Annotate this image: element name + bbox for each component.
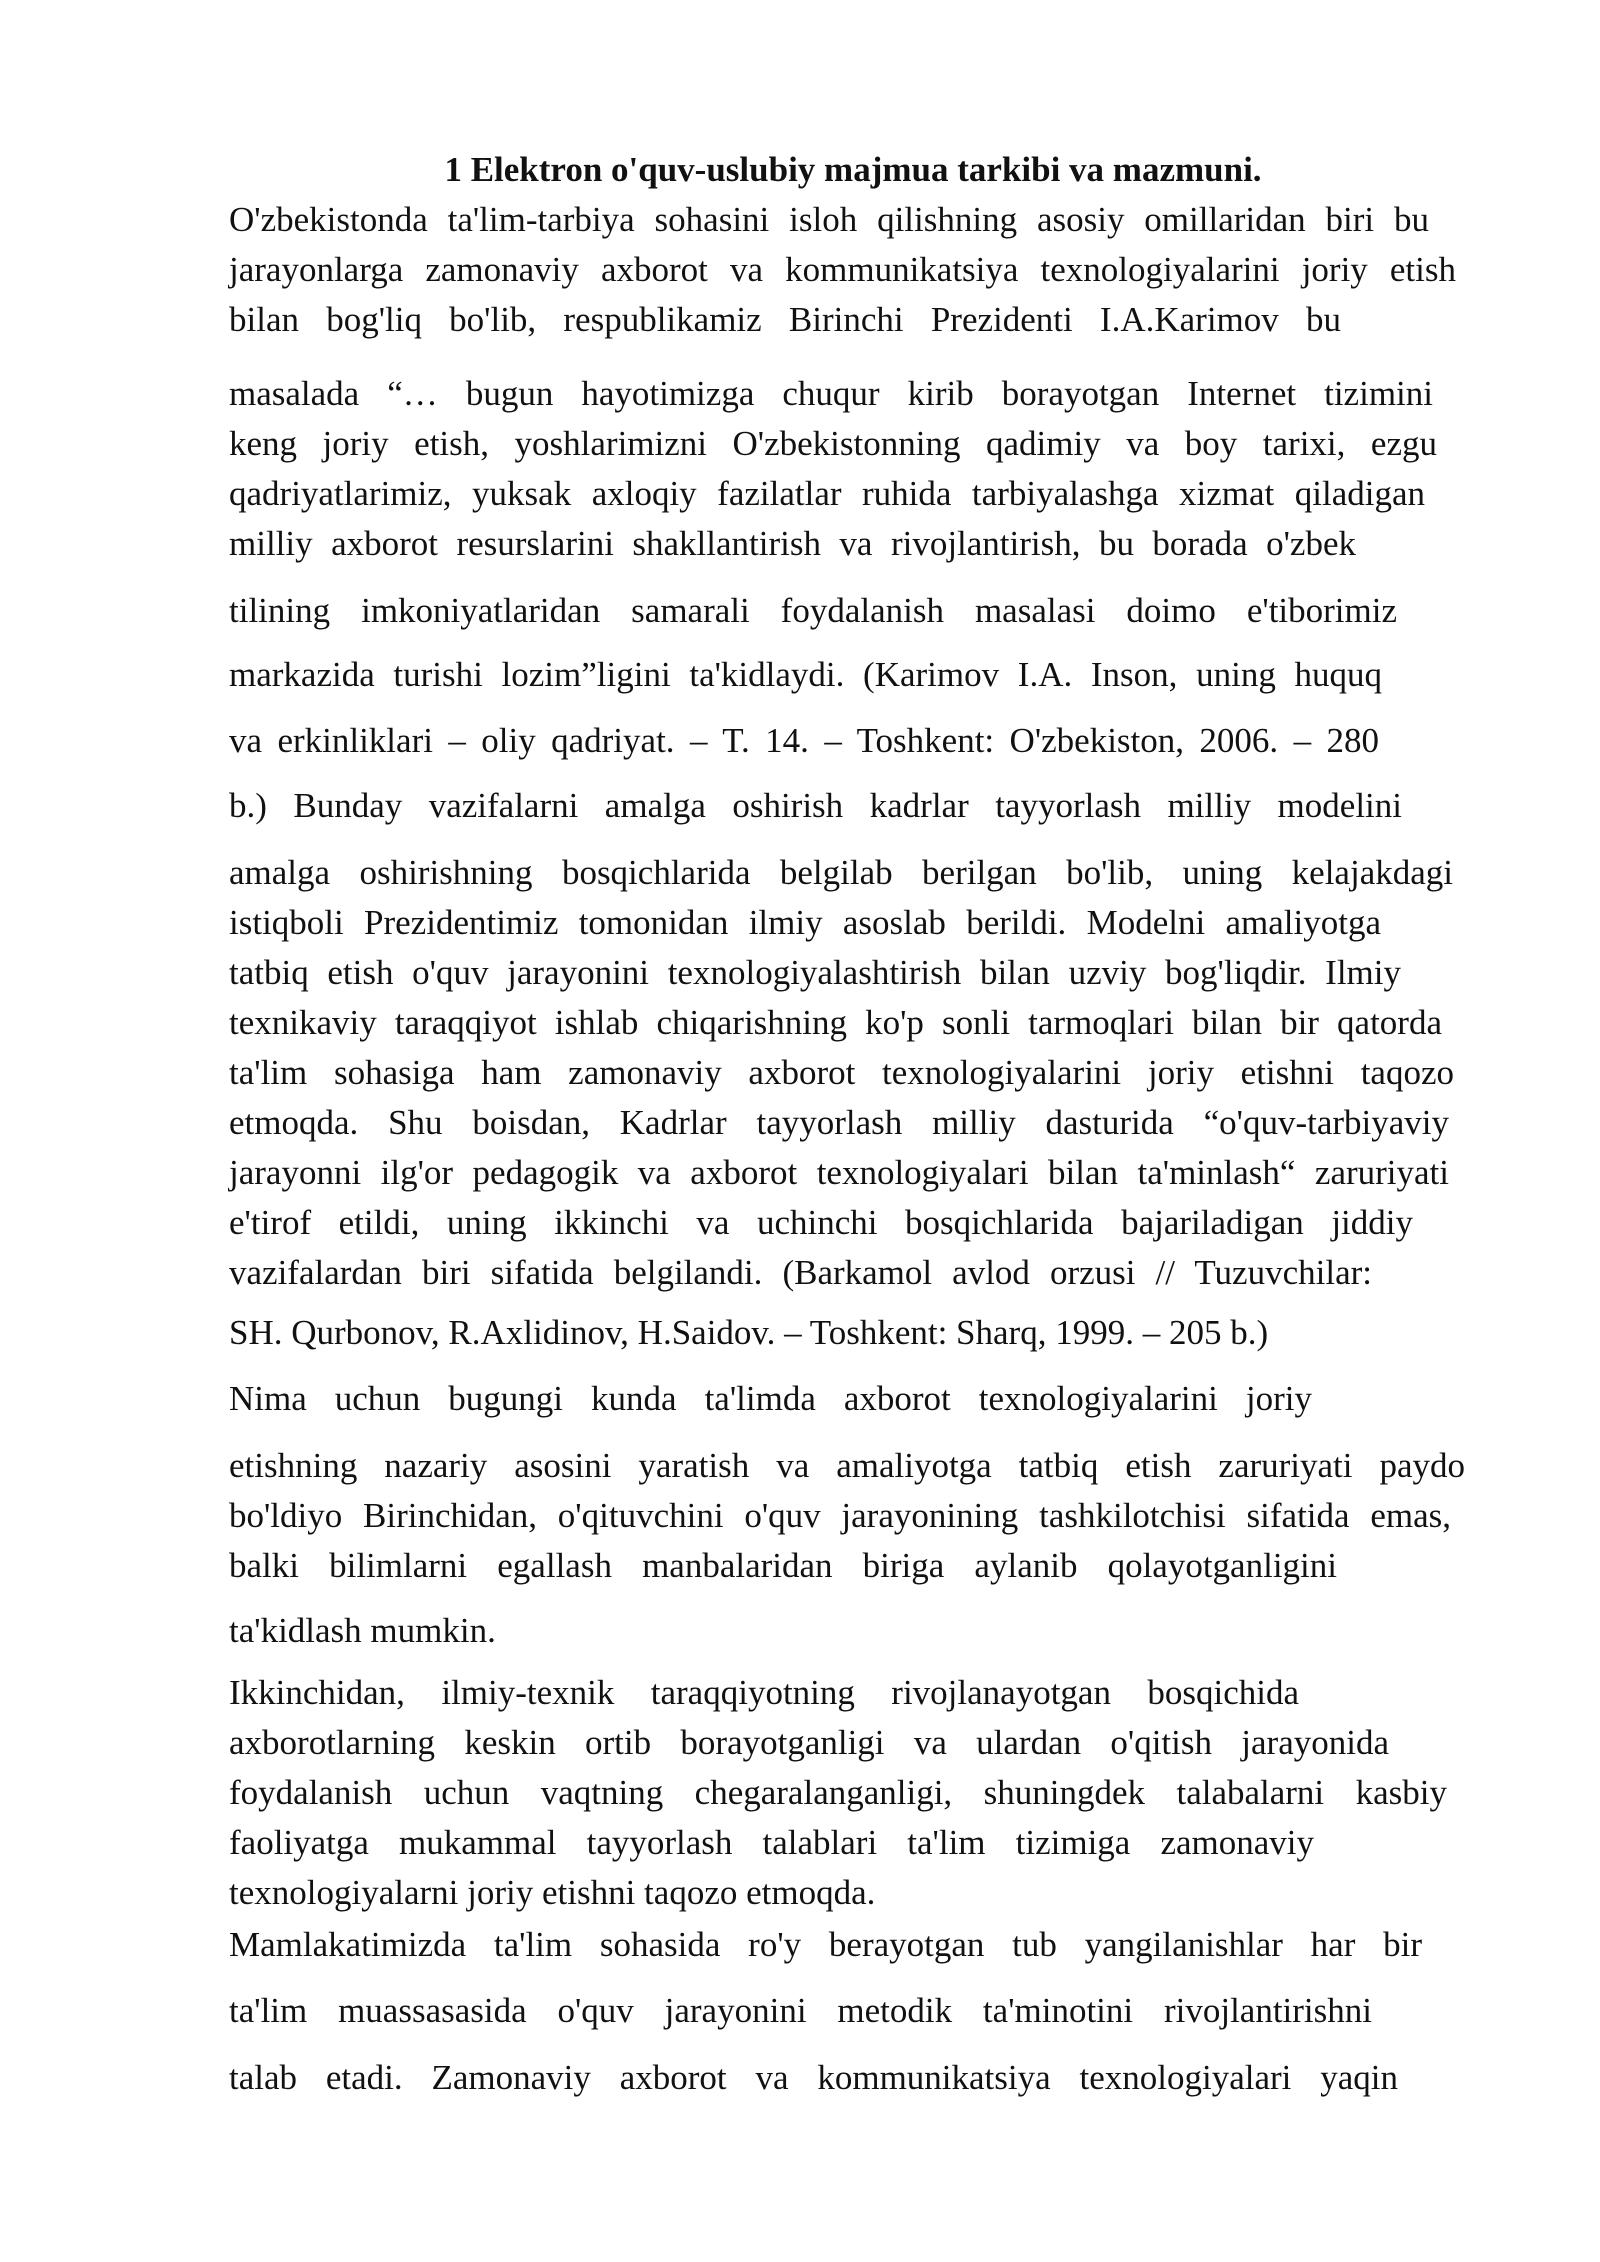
text-line: texnologiyalarni joriy etishni taqozo etmoqda. — [229, 1873, 876, 1912]
text-line: faoliyatga mukammal tayyorlash talablari ta'lim tizimiga zamonaviy — [229, 1823, 1314, 1862]
text-line: masalada “… bugun hayotimizga chuqur kirib borayotgan Internet tizimini — [229, 374, 1433, 413]
text-line: talab etadi. Zamonaviy axborot va kommunikatsiya texnologiyalari yaqin — [229, 2058, 1398, 2097]
text-line: axborotlarning keskin ortib borayotganligi va ulardan o'qitish jarayonida — [229, 1723, 1389, 1762]
text-line: markazida turishi lozim”ligini ta'kidlaydi. (Karimov I.A. Inson, uning huquq — [229, 655, 1382, 694]
text-line: vazifalardan biri sifatida belgilandi. (Barkamol avlod orzusi // Tuzuvchilar: — [229, 1253, 1372, 1292]
document-title: 1 Elektron o'quv-uslubiy majmua tarkibi va mazmuni. — [444, 150, 1262, 189]
text-line: amalga oshirishning bosqichlarida belgilab berilgan bo'lib, uning kelajakdagi — [229, 853, 1453, 892]
text-line: istiqboli Prezidentimiz tomonidan ilmiy asoslab berildi. Modelni amaliyotga — [229, 903, 1381, 942]
text-line: SH. Qurbonov, R.Axlidinov, H.Saidov. – Toshkent: Sharq, 1999. – 205 b.) — [229, 1313, 1269, 1352]
text-line: ta'kidlash mumkin. — [229, 1611, 496, 1650]
text-line: etmoqda. Shu boisdan, Kadrlar tayyorlash milliy dasturida “o'quv-tarbiyaviy — [229, 1103, 1449, 1142]
text-line: e'tirof etildi, uning ikkinchi va uchinchi bosqichlarida bajariladigan jiddiy — [229, 1203, 1413, 1242]
text-line: texnikaviy taraqqiyot ishlab chiqarishning ko'p sonli tarmoqlari bilan bir qatorda — [229, 1003, 1442, 1042]
text-line: bo'ldiyo Birinchidan, o'qituvchini o'quv jarayonining tashkilotchisi sifatida emas, — [229, 1496, 1451, 1535]
text-line: foydalanish uchun vaqtning chegaralanganligi, shuningdek talabalarni kasbiy — [229, 1773, 1447, 1812]
text-line: ta'lim muassasasida o'quv jarayonini metodik ta'minotini rivojlantirishni — [229, 1991, 1372, 2030]
text-line: b.) Bunday vazifalarni amalga oshirish kadrlar tayyorlash milliy modelini — [229, 786, 1402, 825]
text-line: etishning nazariy asosini yaratish va amaliyotga tatbiq etish zaruriyati paydo — [229, 1446, 1465, 1485]
text-line: Ikkinchidan, ilmiy-texnik taraqqiyotning rivojlanayotgan bosqichida — [229, 1673, 1299, 1712]
text-line: jarayonlarga zamonaviy axborot va kommunikatsiya texnologiyalarini joriy etish — [229, 250, 1456, 289]
text-line: va erkinliklari – oliy qadriyat. – T. 14. – Toshkent: O'zbekiston, 2006. – 280 — [229, 721, 1379, 760]
text-line: tatbiq etish o'quv jarayonini texnologiyalashtirish bilan uzviy bog'liqdir. Ilmiy — [229, 953, 1401, 992]
text-line: Nima uchun bugungi kunda ta'limda axborot texnologiyalarini joriy — [229, 1379, 1312, 1418]
text-line: Mamlakatimizda ta'lim sohasida ro'y berayotgan tub yangilanishlar har bir — [229, 1925, 1422, 1964]
text-line: O'zbekistonda ta'lim-tarbiya sohasini isloh qilishning asosiy omillaridan biri bu — [229, 200, 1429, 239]
text-line: tilining imkoniyatlaridan samarali foydalanish masalasi doimo e'tiborimiz — [229, 591, 1397, 630]
text-line: bilan bog'liq bo'lib, respublikamiz Birinchi Prezidenti I.A.Karimov bu — [229, 300, 1341, 339]
text-line: milliy axborot resurslarini shakllantirish va rivojlantirish, bu borada o'zbek — [229, 524, 1356, 563]
text-line: qadriyatlarimiz, yuksak axloqiy fazilatlar ruhida tarbiyalashga xizmat qiladigan — [229, 474, 1425, 513]
text-line: keng joriy etish, yoshlarimizni O'zbekistonning qadimiy va boy tarixi, ezgu — [229, 424, 1437, 463]
text-line: ta'lim sohasiga ham zamonaviy axborot texnologiyalarini joriy etishni taqozo — [229, 1053, 1454, 1092]
text-line: balki bilimlarni egallash manbalaridan biriga aylanib qolayotganligini — [229, 1546, 1337, 1585]
text-line: jarayonni ilg'or pedagogik va axborot texnologiyalari bilan ta'minlash“ zaruriyati — [229, 1153, 1449, 1192]
